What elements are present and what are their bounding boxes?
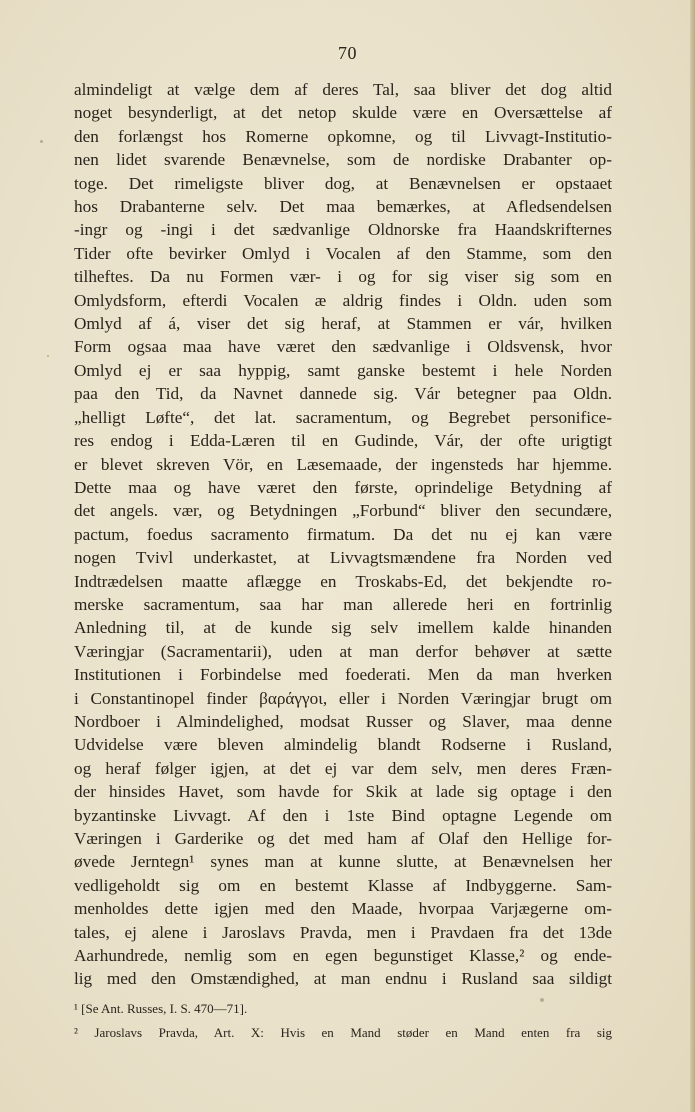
text-line: Nordboer i Almindelighed, modsat Russer og Slaver, maa denne xyxy=(74,711,612,731)
text-line: Dette maa og have været den første, oprindelige Betydning af xyxy=(74,477,612,497)
text-line: menholdes dette igjen med den Maade, hvorpaa Varjægerne om- xyxy=(74,899,612,919)
text-line: øvede Jerntegn¹ synes man at kunne slutte, at Benævnelsen her xyxy=(74,852,612,872)
text-line: merske sacramentum, saa har man allerede heri en fortrinlig xyxy=(74,594,612,614)
text-line: Anledning til, at de kunde sig selv imellem kalde hinanden xyxy=(74,618,612,638)
text-line: det angels. vær, og Betydningen „Forbund“ bliver den secundære, xyxy=(74,501,612,521)
text-line: Omlyd ej er saa hyppig, samt ganske bestemt i hele Norden xyxy=(74,360,612,380)
text-line: Omlydsform, efterdi Vocalen æ aldrig findes i Oldn. uden som xyxy=(74,290,612,310)
text-line: toge. Det rimeligste bliver dog, at Benævnelsen er opstaaet xyxy=(74,173,612,193)
footnote-1: ¹ [Se Ant. Russes, I. S. 470—71]. xyxy=(74,1001,248,1016)
paper-speck xyxy=(540,998,544,1002)
page-edge xyxy=(690,0,695,1112)
text-line: „helligt Løfte“, det lat. sacramentum, og Begrebet personifice- xyxy=(74,407,612,427)
text-line: tilheftes. Da nu Formen vær- i og for sig viser sig som en xyxy=(74,267,612,287)
text-line: Væringjar (Sacramentarii), uden at man derfor behøver at sætte xyxy=(74,641,612,661)
body-text xyxy=(74,78,612,991)
text-line: res endog i Edda-Læren til en Gudinde, Vár, der ofte urigtigt xyxy=(74,431,612,451)
text-line: Væringen i Garderike og det med ham af Olaf den Hellige for- xyxy=(74,829,612,848)
text-line: Indtrædelsen maatte aflægge en Troskabs-Ed, det bekjendte ro- xyxy=(74,571,612,591)
text-line: noget besynderligt, at det netop skulde være en Oversættelse af xyxy=(74,103,612,123)
text-line: der hinsides Havet, som havde for Skik at lade sig optage i den xyxy=(74,782,612,802)
text-line: Omlyd af á, viser det sig heraf, at Stammen er vár, hvilken xyxy=(74,314,612,334)
text-line: og heraf følger igjen, at det ej var dem selv, men deres Fræn- xyxy=(74,758,612,778)
text-line: nogen Tvivl underkastet, at Livvagtsmændene fra Norden ved xyxy=(74,548,612,568)
text-line: almindeligt at vælge dem af deres Tal, saa bliver det dog altid xyxy=(74,80,612,99)
text-line: pactum, foedus sacramento firmatum. Da det nu ej kan være xyxy=(74,524,612,544)
text-line: paa den Tid, da Navnet dannede sig. Vár betegner paa Oldn. xyxy=(74,384,612,404)
text-line: nen lidet svarende Benævnelse, som de nordiske Drabanter op- xyxy=(74,150,612,170)
footnotes xyxy=(74,997,612,1045)
text-line: -ingr og -ingi i det sædvanlige Oldnorske fra Haandskrifternes xyxy=(74,220,612,240)
text-line: den forlængst hos Romerne opkomne, og til Livvagt-Institutio- xyxy=(74,126,612,146)
text-line: vedligeholdt sig om en bestemt Klasse af Indbyggerne. Sam- xyxy=(74,875,612,895)
footnote-2: ² Jaroslavs Pravda, Art. X: Hvis en Mand støder en Mand enten fra sig xyxy=(74,1025,612,1040)
text-line: lig med den Omstændighed, at man endnu i Rusland saa sildigt xyxy=(74,969,612,989)
page-number: 70 xyxy=(338,43,357,63)
text-line: byzantinske Livvagt. Af den i 1ste Bind optagne Legende om xyxy=(74,805,612,825)
text-line: tales, ej alene i Jaroslavs Pravda, men i Pravdaen fra det 13de xyxy=(74,922,612,942)
text-line: Institutionen i Forbindelse med foederati. Men da man hverken xyxy=(74,665,612,685)
text-line: i Constantinopel finder βαράγγοι, eller i Norden Væringjar brugt om xyxy=(74,688,612,708)
text-line: hos Drabanterne selv. Det maa bemærkes, at Afledsendelsen xyxy=(74,197,612,217)
text-line: er blevet skreven Vör, en Læsemaade, der ingensteds har hjemme. xyxy=(74,454,612,474)
text-line: Tider ofte bevirker Omlyd i Vocalen af den Stamme, som den xyxy=(74,243,612,263)
text-line: Udvidelse være bleven almindelig blandt Rodserne i Rusland, xyxy=(74,735,612,755)
paper-speck xyxy=(40,140,43,143)
text-line: Aarhundrede, nemlig som en egen begunstiget Klasse,² og endе- xyxy=(74,946,612,966)
text-line: Form ogsaa maa have været den sædvanlige i Oldsvensk, hvor xyxy=(74,337,612,357)
paper-speck xyxy=(47,355,49,357)
